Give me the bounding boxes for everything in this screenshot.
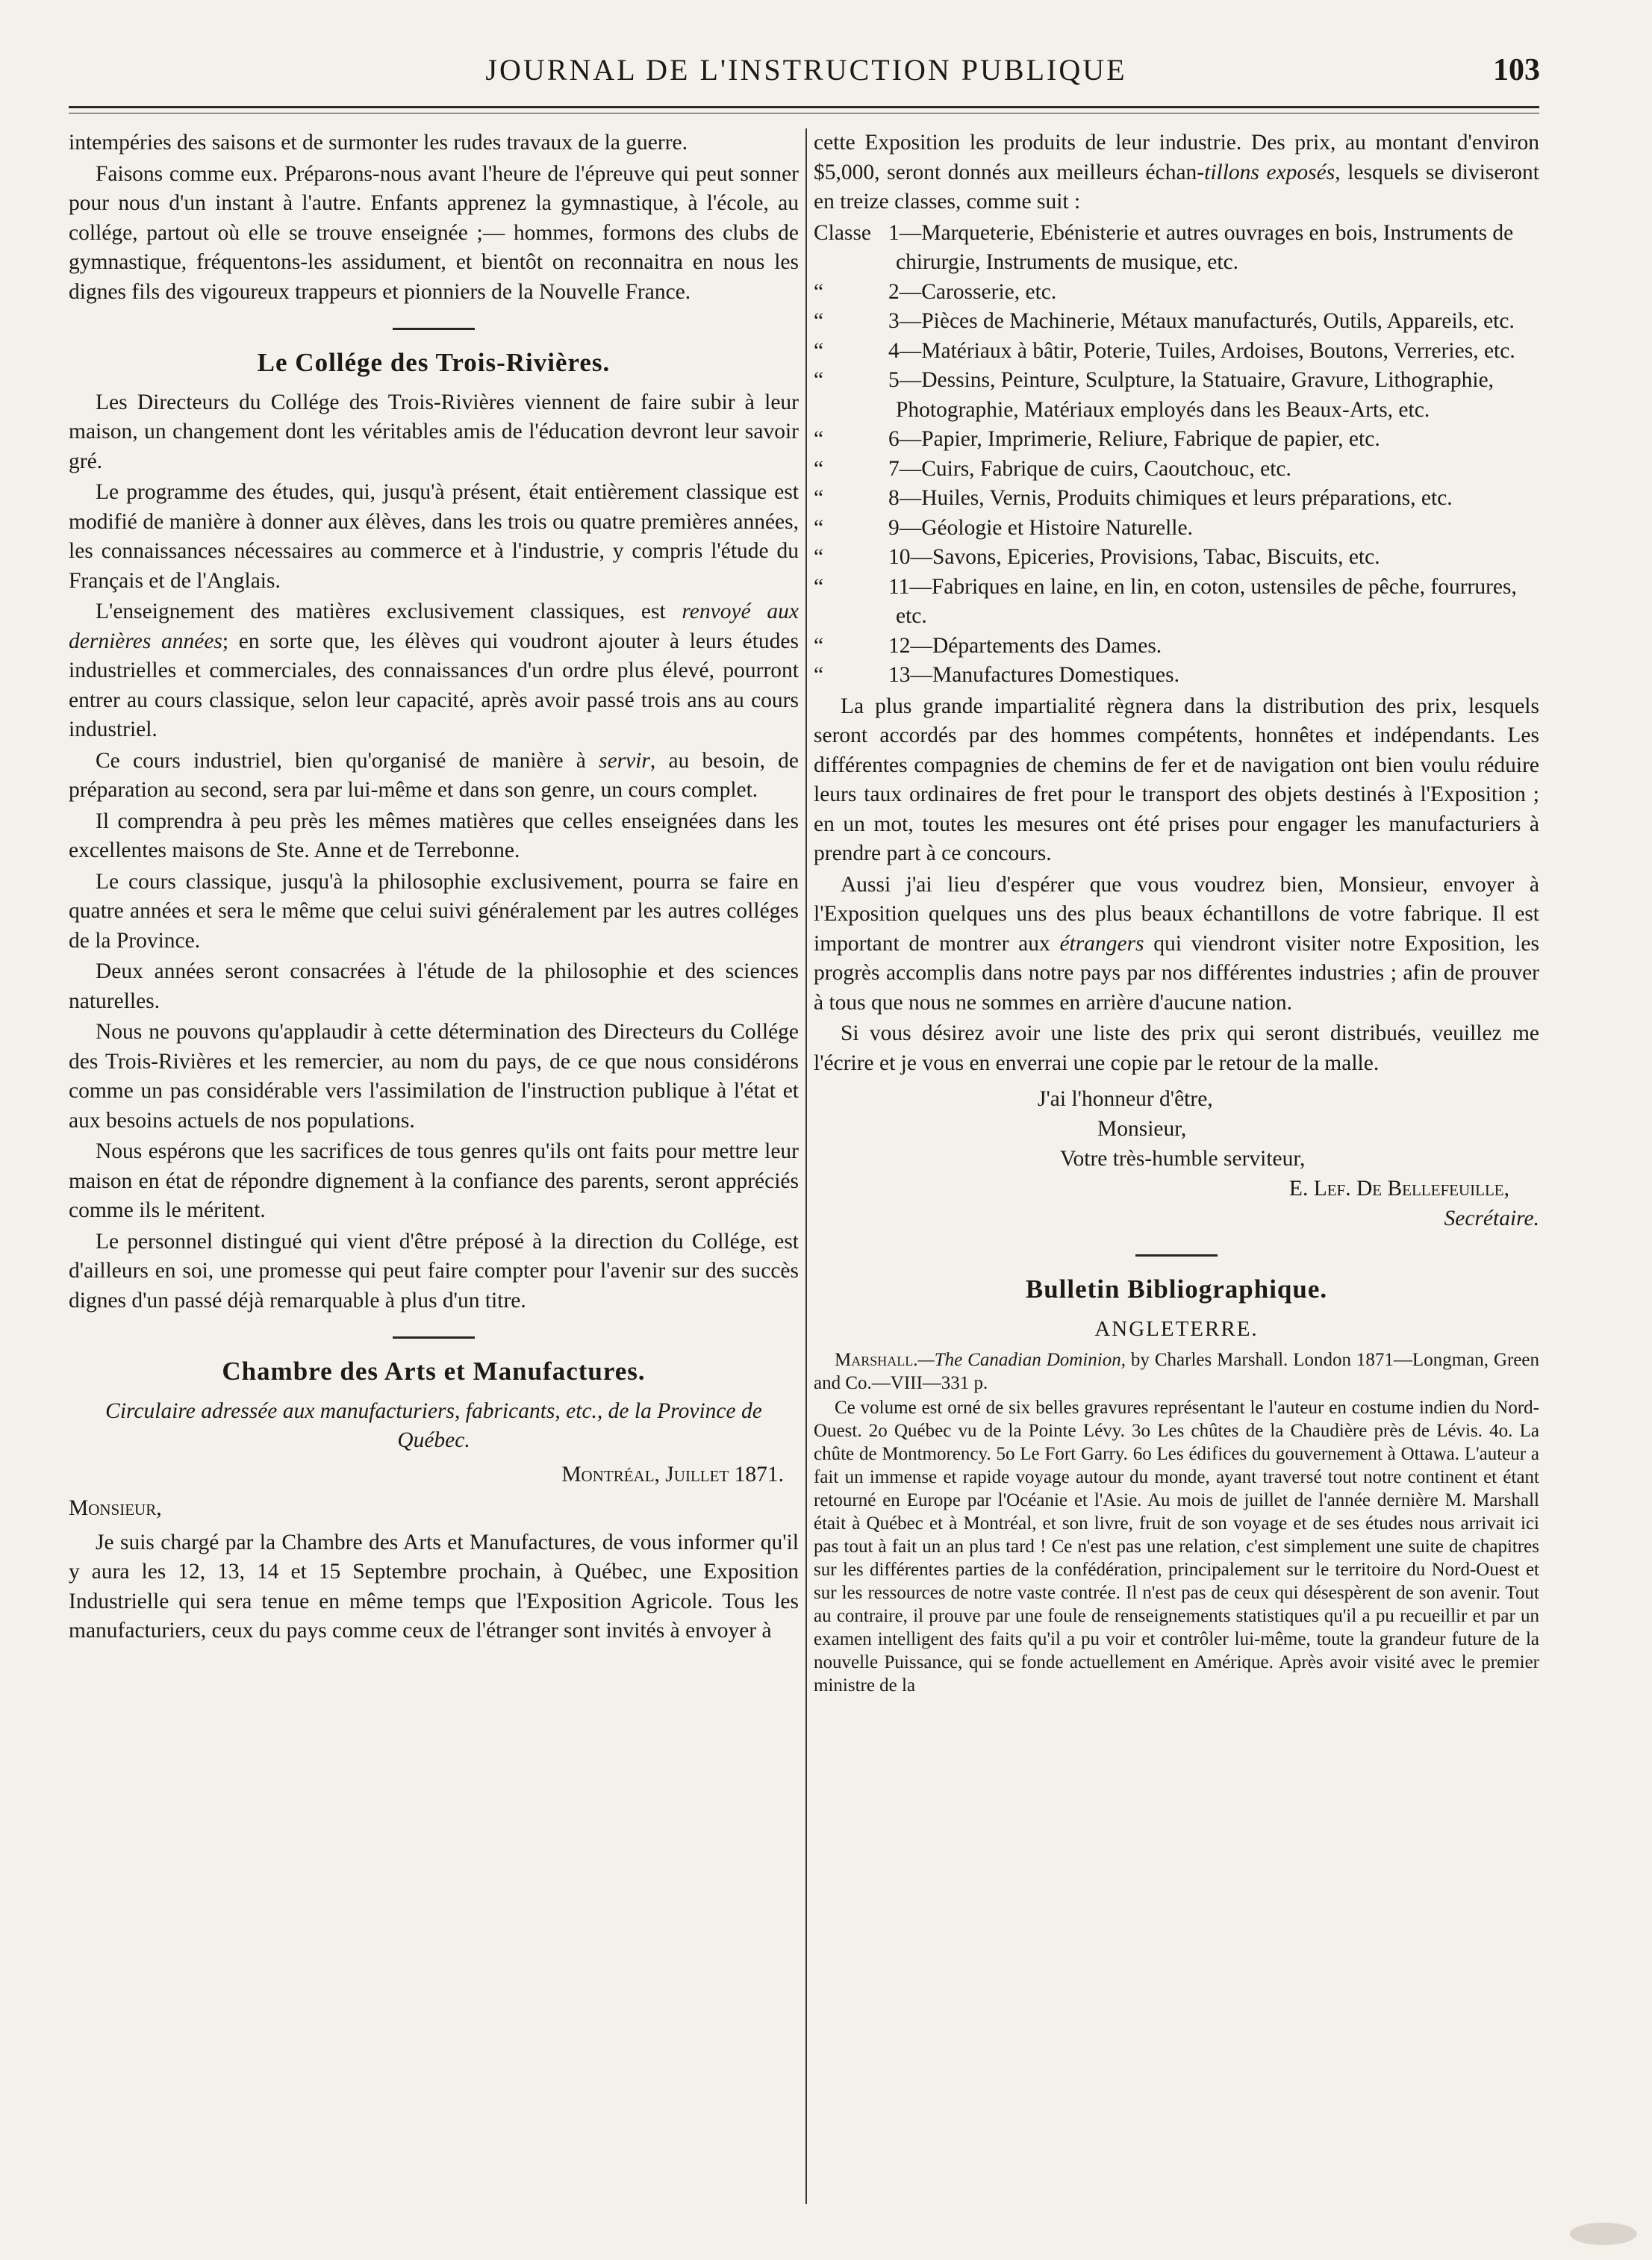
closing-line: J'ai l'honneur d'être, [1038,1087,1213,1111]
bibliography [814,1348,1539,1697]
class-text: 6—Papier, Imprimerie, Reliure, Fabrique de papier, etc. [888,427,1380,451]
class-text: 12—Départements des Dames. [888,633,1162,658]
right-column [814,128,1539,2230]
class-text: 4—Matériaux à bâtir, Poterie, Tuiles, Ardoises, Boutons, Verreries, etc. [888,338,1515,363]
paragraph: La plus grande impartialité règnera dans la distribution des prix, lesquels seront accordés par des hommes compétents, honnêtes et indépendants. Les différentes compagnies de chemins de fer et de navigation ont bien voulu réduire leurs taux ordinaires de fret pour le transport des objets destinés à l'Exposition ; en un mot, toutes les mesures ont été prises pour engager les manufacturiers à prendre part à ce concours. [814,694,1539,865]
text-run: L'enseignement des matières exclusivement classiques, est [96,600,666,623]
paragraph: Deux années seront consacrées à l'étude de la philosophie et des sciences naturelles. [69,959,799,1013]
paragraph [814,871,1539,1018]
list-item [814,219,1539,278]
class-mark: “ [814,486,824,510]
left-column [69,128,799,2230]
class-text: 3—Pièces de Machinerie, Métaux manufacturés, Outils, Appareils, etc. [888,309,1515,333]
paragraph: Si vous désirez avoir une liste des prix qui seront distribués, veuillez me l'écrire et je vous en enverrai une copie par le retour de la malle. [814,1021,1539,1075]
exhibition-classes [814,219,1539,691]
paragraph: Je suis chargé par la Chambre des Arts et Manufactures, de vous informer qu'il y aura les 12, 13, 14 et 15 Septembre prochain, à Québec, une Exposition Industrielle qui sera tenue en même temps que l'Exposition Agricole. Tous les manufacturiers, ceux du pays comme ceux de l'étranger sont invités à envoyer à [69,1530,799,1643]
list-item [814,337,1539,367]
text-run: qui viendront visiter notre Exposition, les progrès accomplis dans notre pays par nos différentes industries ; afin de prouver à tous que nous ne sommes en arrière d'aucune nation. [814,931,1540,1015]
class-mark: “ [814,279,824,304]
signature-title: Secrétaire. [1444,1207,1539,1230]
list-item [814,455,1539,485]
section-separator [1135,1254,1218,1257]
paragraph: Le cours classique, jusqu'à la philosophie exclusivement, pourra se faire en quatre années et sera le même que celui suivi généralement par les autres colléges de la Province. [69,869,799,953]
list-item [814,425,1539,455]
class-mark: “ [814,574,824,599]
closing-line: Monsieur, [1097,1117,1187,1141]
bib-title: —The Canadian Dominion, [917,1350,1126,1370]
class-text: 8—Huiles, Vernis, Produits chimiques et leurs préparations, etc. [888,486,1453,510]
text-run: Aussi j'ai lieu d'espérer que vous voudrez bien, Monsieur, envoyer à l'Exposition quelques uns des plus beaux échantillons de votre fabrique. Il est important de montrer aux [814,872,1539,956]
list-item [814,278,1539,308]
class-text: 1—Marqueterie, Ebénisterie et autres ouvrages en bois, Instruments de chirurgie, Instruments de musique, etc. [888,220,1514,274]
paragraph [69,747,799,806]
paragraph: Il comprendra à peu près les mêmes matières que celles enseignées dans les excellentes maisons de Ste. Anne et de Terrebonne. [69,809,799,862]
class-mark: “ [814,427,824,451]
emphasis: renvoyé aux dernières années [69,600,799,653]
circular-subtitle: Circulaire adressée aux manufacturiers, fabricants, etc., de la Province de Québec. [105,1398,762,1452]
class-text: 2—Carosserie, etc. [888,279,1057,304]
emphasis: étrangers [1059,931,1144,956]
class-mark: “ [814,545,824,569]
class-text: 11—Fabriques en laine, en lin, en coton, ustensiles de pêche, fourrures, etc. [888,574,1517,628]
paragraph [69,597,799,745]
emphasis: servir [599,748,650,773]
header-rule [69,106,1539,113]
list-item [814,632,1539,661]
list-item [814,514,1539,544]
signature: E. Lef. De Bellefeuille, [1288,1177,1509,1201]
page-stain [1570,2223,1637,2245]
salutation: Monsieur, [69,1496,162,1520]
column-divider [805,128,807,2204]
bib-entry-body: Ce volume est orné de six belles gravures représentant le l'auteur en costume indien du Nord-Ouest. 2o Québec vu de la Pointe Lévy. 3o Les chûtes de la Chaudière près de Lévis. 4o. La chûte de Montmorency. 5o Le Fort Garry. 6o Les édifices du gouvernement à Ottawa. L'auteur a fait un immense et rapide voyage autour du monde, ayant traversé tout notre continent et étant retourné en Europe par l'Océanie et l'Asie. Au mois de juillet de l'année dernière M. Marshall était à Québec et à Montréal, et son livre, fruit de son voyage et de ses études nous arrivait ici pas tout à fait un an plus tard ! Ce n'est pas une relation, c'est simplement une suite de chapitres sur les différentes parties de la confédération, principalement sur le territoire du Nord-Ouest et sur les ressources de notre vaste contrée. Il n'est pas de ceux qui désespèrent de son avenir. Tout au contraire, il prouve par une foule de renseignements statistiques qu'il a pu recueillir et par un examen intelligent des faits qu'il a pu voir et contrôler lui-même, toute la grandeur future de la nouvelle Puissance, qui se fonde actuellement en Amérique. Après avoir visité avec le premier ministre de la [814,1398,1539,1696]
class-mark: “ [814,515,824,540]
list-item [814,543,1539,573]
paragraph: Les Directeurs du Collége des Trois-Rivières viennent de faire subir à leur maison, un changement dont les véritables amis de l'éducation devront leur savoir gré. [69,390,799,473]
page-number: 103 [1493,53,1540,87]
class-text: 7—Cuirs, Fabrique de cuirs, Caoutchouc, etc. [888,456,1291,481]
list-item [814,366,1539,425]
section-title-college: Le Collége des Trois-Rivières. [257,348,611,377]
list-item [814,484,1539,514]
closing-line: Votre très-humble serviteur, [1060,1147,1306,1171]
text-run: cette Exposition les produits de leur industrie. Des prix, au montant d'environ $5,000, seront donnés aux meilleurs échan- [814,131,1539,184]
text-run: , au besoin, de préparation au second, sera par lui-même et dans son genre, un cours complet. [69,748,799,802]
class-mark: Classe [814,220,872,245]
text-run: ; en sorte que, les élèves qui voudront ajouter à leurs études industrielles et commerciales, des connaissances d'un ordre plus élevé, pourront entrer au cours classique, selon leur capacité, après avoir passé trois ans au cours industriel. [69,629,799,741]
paragraph [814,128,1539,217]
class-mark: “ [814,456,824,481]
class-mark: “ [814,338,824,363]
paragraph: Faisons comme eux. Préparons-nous avant l'heure de l'épreuve qui peut sonner pour nous d'un instant à l'autre. Enfants apprenez la gymnastique, à l'école, au collége, partout où elle se trouve enseignée ;— hommes, formons des clubs de gymnastique, fréquentons-les assidument, et bientôt on reconnaitra en nous les dignes fils des vigoureux trappeurs et pionniers de la Nouvelle France. [69,161,799,304]
running-head [0,43,1652,96]
running-title: JOURNAL DE L'INSTRUCTION PUBLIQUE [485,53,1127,87]
class-mark: “ [814,633,824,658]
bib-details: by Charles Marshall. London 1871—Longman, Green and Co.—VIII—331 p. [814,1350,1540,1393]
section-subtitle-country: ANGLETERRE. [1094,1316,1259,1341]
paragraph: Le programme des études, qui, jusqu'à présent, était entièrement classique est modifié de manière à donner aux élèves, dans les trois ou quatre premières années, les connaissances nécessaires au commerce et à l'industrie, y compris l'étude du Français et de l'Anglais. [69,480,799,593]
section-title-chambre: Chambre des Arts et Manufactures. [222,1357,646,1386]
list-item [814,573,1539,632]
text-run: , lesquels se diviseront en treize classes, comme suit : [814,160,1539,214]
paragraph: Nous espérons que les sacrifices de tous genres qu'ils ont faits pour mettre leur maison en état de répondre dignement à la confiance des parents, seront appréciés comme ils le méritent. [69,1139,799,1222]
class-text: 9—Géologie et Histoire Naturelle. [888,515,1193,540]
emphasis: tillons exposés [1204,160,1335,184]
paragraph: intempéries des saisons et de surmonter les rudes travaux de la guerre. [69,131,688,155]
section-separator [393,1336,475,1339]
class-text: 13—Manufactures Domestiques. [888,663,1179,687]
text-run: Ce cours industriel, bien qu'organisé de manière à [96,748,586,773]
paragraph: Le personnel distingué qui vient d'être préposé à la direction du Collége, est d'ailleurs en soi, une promesse qui peut faire compter pour l'avenir sur des succès dignes d'un passé déjà remarquable à plus d'un titre. [69,1229,799,1313]
class-mark: “ [814,309,824,333]
class-mark: “ [814,663,824,687]
dateline: Montréal, Juillet 1871. [561,1462,784,1487]
class-text: 5—Dessins, Peinture, Sculpture, la Statuaire, Gravure, Lithographie, Photographie, Matériaux employés dans les Beaux-Arts, etc. [888,368,1494,422]
paragraph: Nous ne pouvons qu'applaudir à cette détermination des Directeurs du Collége des Trois-Rivières et les remercier, au nom du pays, de ce que nous considérons comme un pas considérable vers l'assimilation de l'instruction publique à l'état et aux besoins actuels de nos populations. [69,1020,799,1133]
letter-closing [814,1084,1539,1233]
class-text: 10—Savons, Epiceries, Provisions, Tabac, Biscuits, etc. [888,545,1380,569]
class-mark: “ [814,368,824,392]
bib-entry-header [814,1348,1539,1395]
bib-author: Marshall. [835,1350,918,1370]
list-item [814,661,1539,691]
section-separator [393,328,475,330]
list-item [814,307,1539,337]
section-title-bulletin: Bulletin Bibliographique. [1025,1274,1328,1304]
